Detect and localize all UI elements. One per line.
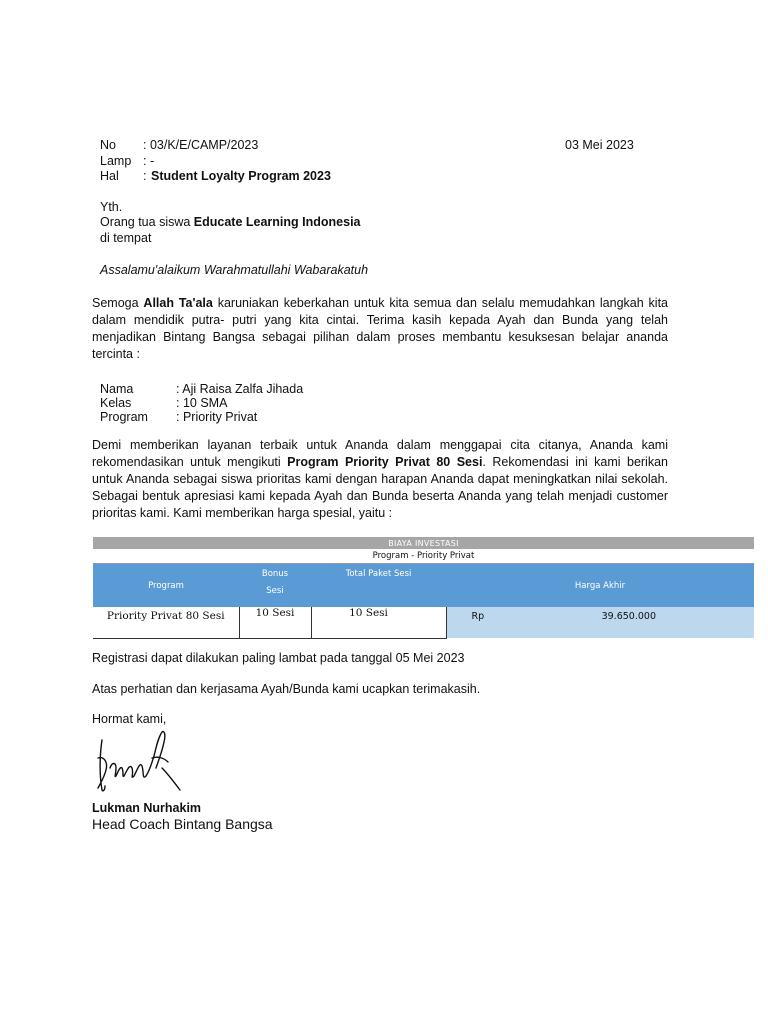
- paragraph-recommendation: [92, 437, 668, 522]
- letter-number-label: No: [100, 138, 116, 152]
- cell-harga: [446, 607, 754, 638]
- table-subtitle: Program - Priority Privat: [93, 549, 754, 564]
- col-header-total: Total Paket Sesi: [311, 564, 446, 608]
- subject-label: Hal: [100, 169, 119, 183]
- para1-bold: Allah Ta'ala: [143, 296, 213, 310]
- cell-bonus: 10 Sesi: [239, 607, 311, 638]
- para2-pre: Demi memberikan layanan terbaik untuk Ananda dalam menggapai cita citanya, Ananda kami rekomendasikan untuk mengikuti: [92, 438, 668, 469]
- col-header-bonus-line2: Sesi: [266, 586, 284, 596]
- signature-image: [92, 728, 192, 798]
- table-header-row: [93, 564, 754, 608]
- para1-post: karuniakan keberkahan untuk kita semua dan selalu memudahkan langkah kita dalam mendidik putra- putri yang kita cintai. Terima kasih kepada Ayah dan Bunda yang telah menjadikan Bintang Bangsa sebagai pilihan dalam proses membantu kesuksesan belajar ananda tercinta :: [92, 296, 669, 361]
- table-title-row: [93, 537, 754, 549]
- table-row: [93, 607, 754, 638]
- cell-currency: Rp: [471, 611, 485, 622]
- subject-value: Student Loyalty Program 2023: [151, 169, 331, 183]
- col-header-bonus: [239, 564, 311, 608]
- greeting: Assalamu'alaikum Warahmatullahi Wabarakatuh: [100, 263, 369, 277]
- signer-name: Lukman Nurhakim: [92, 801, 202, 815]
- paragraph-intro: [92, 295, 668, 363]
- table-title: BIAYA INVESTASI: [93, 537, 754, 549]
- para2-post: . Rekomendasi ini kami berikan untuk Ananda sebagai siswa prioritas kami dengan harapan Ananda dapat meningkatkan nilai sekolah. Sebagai bentuk apresiasi kami kepada Ayah dan Bunda beserta Ananda yang telah menjadi customer prioritas kami. Kami memberikan harga spesial, yaitu :: [92, 455, 668, 520]
- table-subtitle-row: [93, 549, 754, 564]
- cell-price: 39.650.000: [601, 611, 656, 622]
- col-header-program: Program: [93, 564, 239, 608]
- col-header-bonus-line1: Bonus: [261, 569, 289, 579]
- recipient-salutation: Yth.: [100, 200, 123, 214]
- attachment-value: : -: [143, 154, 155, 168]
- attachment-label: Lamp: [100, 154, 132, 168]
- col-header-harga: Harga Akhir: [446, 564, 754, 608]
- cell-program: Priority Privat 80 Sesi: [93, 607, 239, 638]
- recipient-place: di tempat: [100, 231, 152, 245]
- investment-table: [93, 537, 754, 639]
- student-program-label: Program: [100, 410, 148, 424]
- recipient-line: [100, 215, 361, 229]
- student-program-value: : Priority Privat: [176, 410, 258, 424]
- recipient-institution: Educate Learning Indonesia: [193, 215, 361, 229]
- student-class-value: : 10 SMA: [176, 396, 228, 410]
- subject-colon: :: [143, 169, 147, 183]
- signer-title: Head Coach Bintang Bangsa: [92, 816, 273, 832]
- cell-total: 10 Sesi: [311, 607, 446, 638]
- thanks-line: Atas perhatian dan kerjasama Ayah/Bunda kami ucapkan terimakasih.: [92, 682, 481, 696]
- para1-pre: Semoga: [92, 296, 144, 310]
- para2-bold: Program Priority Privat 80 Sesi: [287, 455, 483, 469]
- letter-date: 03 Mei 2023: [565, 138, 634, 152]
- student-name-value: : Aji Raisa Zalfa Jihada: [176, 382, 304, 396]
- registration-deadline: Registrasi dapat dilakukan paling lambat pada tanggal 05 Mei 2023: [92, 651, 465, 665]
- letter-number-value: : 03/K/E/CAMP/2023: [143, 138, 259, 152]
- student-name-label: Nama: [100, 382, 134, 396]
- closing-line: Hormat kami,: [92, 712, 167, 726]
- student-class-label: Kelas: [100, 396, 132, 410]
- recipient-prefix: Orang tua siswa: [100, 215, 194, 229]
